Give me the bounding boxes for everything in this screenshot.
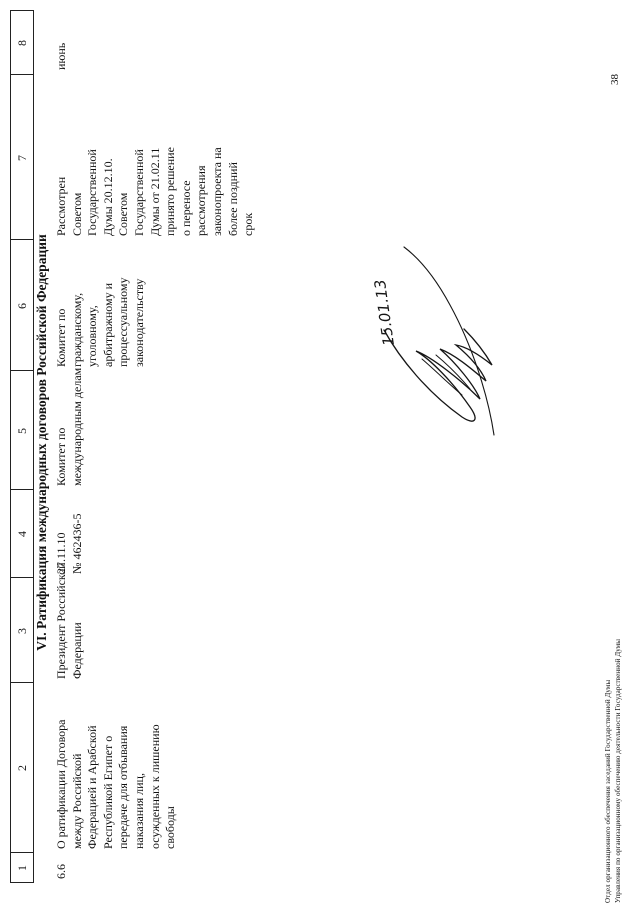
header-divider xyxy=(11,882,33,883)
header-divider xyxy=(11,74,33,75)
status-line: рассмотрения xyxy=(194,165,209,236)
signature-date: 15.01.13 xyxy=(370,278,398,347)
status-line: срок xyxy=(241,212,256,236)
initiator-line: Федерации xyxy=(69,622,84,679)
column-number-header xyxy=(10,10,34,883)
responsible-committee-line: международным делам xyxy=(69,367,84,486)
column-number-1: 1 xyxy=(15,865,29,871)
status-line: Рассмотрен xyxy=(54,176,68,236)
co-executor-line: гражданскому, xyxy=(69,292,84,367)
initiator-line: Президент Российской xyxy=(54,562,68,679)
status-line: законопроекта на xyxy=(209,147,224,236)
page-number: 38 xyxy=(609,74,621,85)
column-number-5: 5 xyxy=(15,428,29,434)
column-number-7: 7 xyxy=(15,155,29,161)
responsible-committee-cell xyxy=(54,366,85,486)
bill-title-line: Республикой Египет о xyxy=(100,735,115,849)
column-number-8: 8 xyxy=(15,40,29,46)
bill-title-line: свободы xyxy=(163,806,178,849)
header-divider xyxy=(11,239,33,240)
header-divider xyxy=(11,489,33,490)
header-divider xyxy=(11,682,33,683)
handwritten-signature xyxy=(370,240,510,455)
header-divider xyxy=(11,370,33,371)
bill-title-line: О ратификации Договора xyxy=(54,719,68,849)
planned-month: июнь xyxy=(54,42,68,70)
bill-title-line: передаче для отбывания xyxy=(116,725,131,849)
footer-line-2: Управления по организационному обеспечению деятельности Государственной Думы xyxy=(614,638,622,903)
status-line: Советом xyxy=(69,192,84,236)
row-number xyxy=(54,851,70,879)
bill-number: № 462436-5 xyxy=(69,513,84,574)
status-line: о переносе xyxy=(178,180,193,236)
status-line: Советом xyxy=(116,192,131,236)
status-line: Государственной xyxy=(131,149,146,236)
status-line: более поздний xyxy=(225,162,240,236)
status-line: Государственной xyxy=(85,149,100,236)
co-executor-line: законодательству xyxy=(131,278,146,367)
submission-cell xyxy=(54,484,85,574)
bill-title-cell xyxy=(54,679,179,849)
column-number-6: 6 xyxy=(15,303,29,309)
footer-line-1: Отдел организационного обеспечения заседаний Государственной Думы xyxy=(604,679,612,903)
header-divider xyxy=(11,577,33,578)
section-title: VI. Ратификация международных договоров Российской Федерации xyxy=(34,234,49,651)
co-executor-cell xyxy=(54,237,148,367)
signature-stroke xyxy=(384,329,492,421)
co-executor-line: уголовному, xyxy=(85,305,100,367)
bill-title-line: осужденных к лишению xyxy=(147,724,162,849)
co-executor-line: арбитражному и xyxy=(100,282,115,367)
status-cell xyxy=(54,76,257,236)
column-number-4: 4 xyxy=(15,531,29,537)
bill-title-line: наказания лиц, xyxy=(131,773,146,849)
row-number-text: 6.6 xyxy=(54,864,68,879)
header-divider xyxy=(11,852,33,853)
bill-title-line: между Российской xyxy=(69,753,84,849)
co-executor-line: Комитет по xyxy=(54,308,68,367)
header-divider xyxy=(11,10,33,11)
status-line: Думы от 21.02.11 xyxy=(147,147,162,236)
bill-title-line: Федерацией и Арабской xyxy=(85,725,100,849)
submission-date: 27.11.10 xyxy=(54,532,68,574)
co-executor-line: процессуальному xyxy=(116,277,131,367)
column-number-3: 3 xyxy=(15,628,29,634)
column-number-2: 2 xyxy=(15,765,29,771)
responsible-committee-line: Комитет по xyxy=(54,427,68,486)
status-line: принято решение xyxy=(163,147,178,236)
planned-month-cell xyxy=(54,10,70,70)
status-line: Думы 20.12.10. xyxy=(100,158,115,236)
